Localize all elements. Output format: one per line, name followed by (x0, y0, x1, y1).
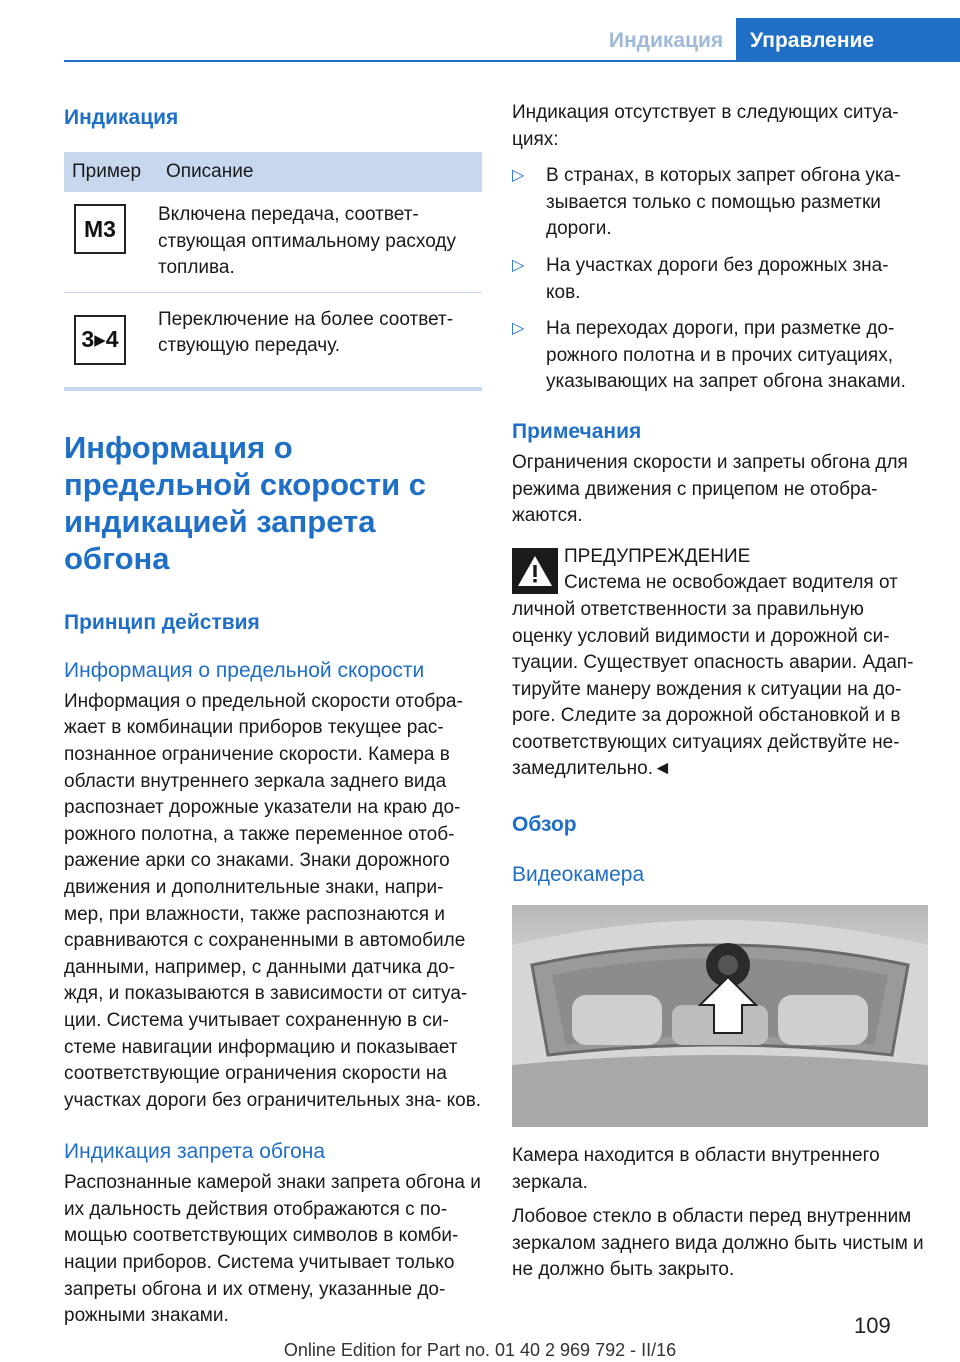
right-intro: Индикация отсутствует в следующих ситуа- циях: (512, 102, 899, 150)
no-overtake-text: Распознанные камерой знаки запрета обгона и их дальность действия отображаются с по- мощью соответствующих символов в комби- нации приборов. Система учитывает только запреты обгона и их отмену, указанные до- рожными знаками. (64, 1172, 481, 1327)
warning-text: Система не освобождает водителя от личной ответственности за правильную оценку условий видимости и дорожной си- туации. Существует опасность аварии. Адап- тируйте манеру вождения к ситуации на до- роге. Следите за дорожной обстановкой и в соответствующих ситуациях действуйте не- замедлительно.◄ (512, 572, 914, 780)
header-rule (64, 60, 960, 62)
windshield-note: Лобовое стекло в области перед внутренним зеркалом заднего вида должно быть чистым и не должно быть закрыто. (512, 1206, 924, 1281)
triangle-bullet-icon: ▷ (512, 256, 525, 274)
exceptions-list (512, 163, 928, 396)
table-row (64, 292, 482, 389)
big-section-title: Информация о предельной скорости с индикацией запрета обгона (64, 429, 426, 576)
list-item: ▷ На переходах дороги, при разметке до- рожного полотна и в прочих ситуациях, указывающих на запрет обгона знаками. (512, 318, 906, 393)
table-header-description: Описание (158, 152, 482, 192)
table-row (64, 192, 482, 292)
edition-line: Online Edition for Part no. 01 40 2 969 792 - II/16 (283, 1340, 677, 1360)
principle-title: Принцип действия (64, 610, 260, 634)
page-number: 109 (854, 1313, 891, 1338)
header-tab-indication[interactable]: Индикация (608, 29, 724, 52)
section-title-indication: Индикация (64, 106, 179, 129)
table-header-example: Пример (64, 152, 158, 192)
camera-location-photo (512, 905, 928, 1127)
warning-triangle-icon (512, 548, 558, 594)
left-column (64, 100, 482, 1330)
no-overtake-title: Индикация запрета обгона (64, 1140, 326, 1164)
car-interior-illustration (512, 905, 928, 1127)
notes-title: Примечания (512, 419, 642, 443)
table-cell-description: Включена передача, соответ- ствующая оптимальному расходу топлива. (158, 192, 482, 292)
camera-title: Видеокамера (512, 863, 645, 887)
triangle-bullet-icon: ▷ (512, 167, 525, 185)
table-cell-icon (64, 292, 158, 389)
overview-title: Обзор (512, 813, 577, 837)
notes-text: Ограничения скорости и запреты обгона для режима движения с прицепом не отобра- жаются. (512, 451, 908, 527)
gear-shift-3-4-icon: 3▸4 (74, 315, 126, 365)
speed-info-title: Информация о предельной скорости (64, 658, 425, 682)
header-tab-controls[interactable]: Управление (736, 18, 960, 62)
camera-caption: Камера находится в области внутреннего зеркала. (512, 1145, 880, 1193)
table-cell-description: Переключение на более соответ- ствующую передачу. (158, 292, 482, 389)
gear-m3-icon: M3 (74, 204, 126, 254)
speed-info-text: Информация о предельной скорости отобра- жает в комбинации приборов текущее рас- познанное ограничение скорости. Камера в области внутреннего зеркала заднего вида распознает дорожные указатели на краю до- рожного полотна, а также переменное отоб- ражение арки со знаками. Знаки дорожного движения и дополнительные знаки, напри- мер, при влажности, также распознаются и сравниваются с сохраненными в автомобиле данными, например, с данными датчика до- ждя, и показываются в зависимости от ситуа- ции. Система учитывает сохраненную в си- стеме навигации информацию и показывает соответствующие ограничения скорости на участках дороги без ограничительных зна- ков. (64, 690, 482, 1111)
page-header (0, 0, 960, 62)
warning-title: ПРЕДУПРЕЖДЕНИЕ (564, 545, 751, 567)
right-column (512, 100, 928, 1284)
triangle-bullet-icon: ▷ (512, 320, 525, 338)
list-item: ▷ На участках дороги без дорожных зна- ков. (512, 254, 889, 303)
table-cell-icon (64, 192, 158, 292)
table-header-row (64, 152, 482, 192)
list-item: ▷ В странах, в которых запрет обгона ука- зывается только с помощью разметки дороги. (512, 165, 901, 240)
warning-block (512, 544, 928, 783)
indication-table (64, 152, 482, 391)
